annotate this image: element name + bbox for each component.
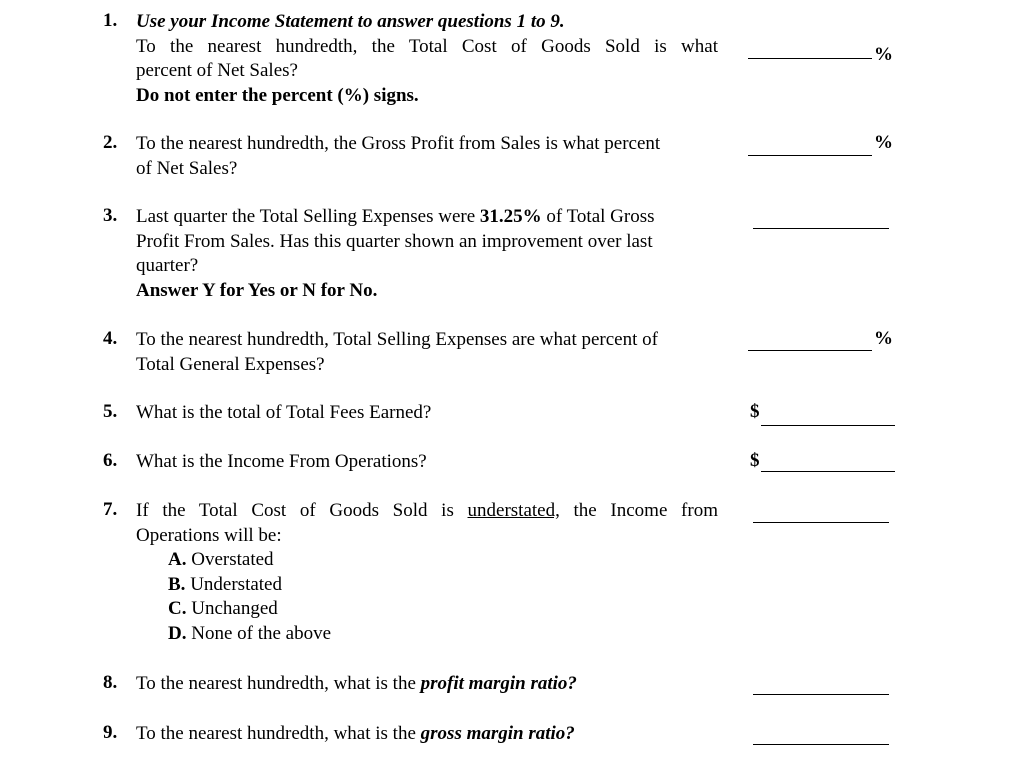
emphasized-term: gross margin ratio? (420, 723, 575, 744)
option-d[interactable] (168, 622, 718, 647)
dollar-prefix: $ (750, 450, 760, 471)
question-line: Profit From Sales. Has this quarter shown an improvement over last (136, 230, 653, 252)
question-number: 7. (103, 499, 118, 520)
question-number: 5. (103, 401, 118, 422)
question-text-part: To the nearest hundredth, what is the (136, 723, 421, 744)
question-line: quarter? (136, 255, 199, 276)
question-line (136, 205, 718, 230)
question-line: of Net Sales? (136, 157, 238, 179)
percent-suffix: % (874, 44, 893, 65)
question-text (136, 132, 718, 181)
question-number: 4. (103, 328, 118, 349)
question-text-part: Last quarter the Total Selling Expenses were (136, 206, 480, 227)
question-note: Do not enter the percent (%) signs. (136, 84, 419, 106)
question-text-part: the Income from (559, 500, 718, 521)
answer-blank-5[interactable] (761, 425, 895, 426)
question-line (136, 672, 718, 697)
question-text (136, 450, 718, 475)
question-text (136, 722, 718, 747)
option-letter: B. (168, 573, 186, 595)
question-line: Operations will be: (136, 524, 282, 546)
answer-blank-3[interactable] (753, 228, 889, 229)
answer-blank-2[interactable] (748, 155, 872, 156)
dollar-prefix: $ (750, 401, 760, 422)
question-line: What is the Income From Operations? (136, 451, 427, 472)
question-text-part: To the nearest hundredth, what is the (136, 673, 421, 694)
option-text: Understated (190, 573, 282, 595)
option-text: None of the above (191, 622, 332, 644)
answer-options (136, 548, 718, 646)
underlined-term: understated, (467, 500, 560, 521)
option-c[interactable] (168, 597, 718, 622)
question-text (136, 205, 718, 303)
question-number: 3. (103, 205, 118, 226)
question-number: 8. (103, 672, 118, 693)
option-a[interactable] (168, 548, 718, 573)
option-text: Overstated (191, 549, 274, 570)
option-b[interactable] (168, 573, 718, 598)
question-number: 6. (103, 450, 118, 471)
emphasized-term: profit margin ratio? (420, 673, 577, 694)
question-text (136, 328, 718, 377)
question-number: 1. (103, 10, 118, 31)
instruction-heading: Use your Income Statement to answer questions 1 to 9. (136, 11, 565, 32)
option-text: Unchanged (191, 598, 278, 619)
option-letter: D. (168, 622, 187, 644)
question-line: percent of Net Sales? (136, 60, 298, 81)
question-note: Answer Y for Yes or N for No. (136, 279, 378, 301)
question-text-part: If the Total Cost of Goods Sold is (136, 500, 468, 521)
question-text (136, 672, 718, 697)
answer-blank-1[interactable] (748, 58, 872, 59)
percent-suffix: % (874, 132, 893, 153)
question-line: Total General Expenses? (136, 353, 325, 375)
answer-blank-8[interactable] (753, 694, 889, 695)
answer-blank-9[interactable] (753, 744, 889, 745)
question-line: To the nearest hundredth, Total Selling Expenses are what percent of (136, 329, 658, 350)
question-text-part: of Total Gross (541, 206, 655, 227)
question-line: What is the total of Total Fees Earned? (136, 402, 432, 423)
question-line: To the nearest hundredth, the Gross Profit from Sales is what percent (136, 133, 661, 154)
answer-blank-4[interactable] (748, 350, 872, 351)
question-number: 2. (103, 132, 118, 153)
option-letter: A. (168, 549, 187, 570)
answer-blank-6[interactable] (761, 471, 895, 472)
question-number: 9. (103, 722, 118, 743)
highlight-value: 31.25% (479, 206, 542, 227)
question-text (136, 401, 718, 426)
question-line (136, 499, 718, 524)
option-letter: C. (168, 598, 187, 619)
question-line: To the nearest hundredth, the Total Cost of Goods Sold is what (136, 35, 718, 57)
question-text (136, 10, 718, 108)
answer-blank-7[interactable] (753, 522, 889, 523)
question-text (136, 499, 718, 646)
percent-suffix: % (874, 328, 893, 349)
question-line (136, 722, 718, 747)
